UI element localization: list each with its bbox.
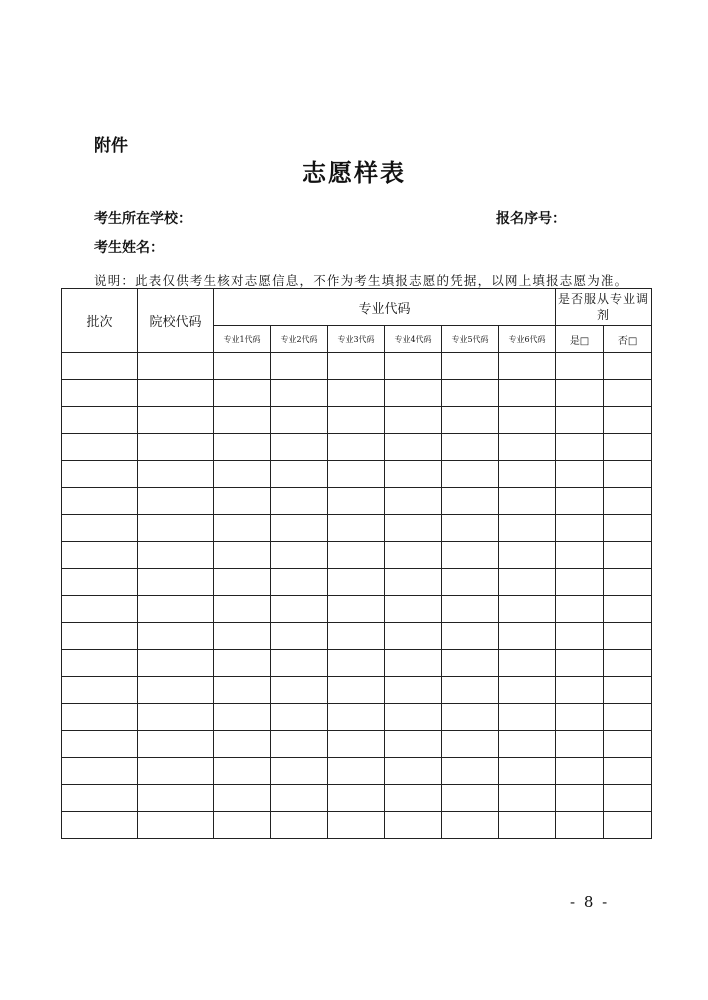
table-row (62, 812, 652, 839)
blank-cell (499, 731, 556, 758)
blank-cell (604, 488, 652, 515)
blank-cell (138, 353, 214, 380)
registration-number-label: 报名序号： (496, 211, 566, 227)
blank-cell (271, 704, 328, 731)
table-row (62, 731, 652, 758)
instruction-note: 说明：此表仅供考生核对志愿信息，不作为考生填报志愿的凭据，以网上填报志愿为准。 (94, 273, 629, 288)
blank-cell (442, 731, 499, 758)
blank-cell (62, 677, 138, 704)
blank-cell (499, 623, 556, 650)
page-number: - 8 - (570, 893, 610, 911)
table-row (62, 677, 652, 704)
college-code-header: 院校代码 (138, 289, 214, 353)
blank-cell (556, 461, 604, 488)
table-row (62, 623, 652, 650)
blank-cell (328, 596, 385, 623)
blank-cell (271, 488, 328, 515)
blank-cell (271, 542, 328, 569)
blank-cell (442, 434, 499, 461)
blank-cell (499, 488, 556, 515)
blank-cell (604, 812, 652, 839)
blank-cell (328, 758, 385, 785)
blank-cell (138, 785, 214, 812)
blank-cell (442, 677, 499, 704)
blank-cell (499, 542, 556, 569)
blank-cell (604, 596, 652, 623)
blank-cell (442, 650, 499, 677)
blank-cell (556, 812, 604, 839)
blank-cell (442, 623, 499, 650)
batch-header: 批次 (62, 289, 138, 353)
blank-cell (328, 650, 385, 677)
blank-cell (271, 569, 328, 596)
preference-table (61, 288, 652, 839)
blank-cell (385, 704, 442, 731)
blank-cell (442, 542, 499, 569)
major-1-header: 专业1代码 (214, 326, 271, 353)
blank-cell (499, 407, 556, 434)
blank-cell (604, 380, 652, 407)
blank-cell (138, 407, 214, 434)
blank-cell (385, 515, 442, 542)
blank-cell (62, 785, 138, 812)
blank-cell (442, 488, 499, 515)
blank-cell (271, 407, 328, 434)
blank-cell (385, 380, 442, 407)
blank-cell (499, 353, 556, 380)
blank-cell (556, 731, 604, 758)
blank-cell (604, 623, 652, 650)
blank-cell (214, 596, 271, 623)
table-row (62, 434, 652, 461)
blank-cell (442, 569, 499, 596)
blank-cell (62, 353, 138, 380)
blank-cell (556, 785, 604, 812)
major-code-header: 专业代码 (214, 289, 556, 326)
blank-cell (556, 407, 604, 434)
blank-cell (138, 623, 214, 650)
blank-cell (604, 407, 652, 434)
blank-cell (499, 758, 556, 785)
blank-cell (499, 677, 556, 704)
blank-cell (385, 353, 442, 380)
blank-cell (138, 488, 214, 515)
blank-cell (442, 704, 499, 731)
blank-cell (138, 812, 214, 839)
blank-cell (138, 677, 214, 704)
blank-cell (499, 380, 556, 407)
blank-cell (442, 758, 499, 785)
blank-cell (499, 434, 556, 461)
blank-cell (214, 785, 271, 812)
blank-cell (271, 596, 328, 623)
table-row (62, 515, 652, 542)
blank-cell (214, 488, 271, 515)
major-3-header: 专业3代码 (328, 326, 385, 353)
blank-cell (271, 677, 328, 704)
major-6-header: 专业6代码 (499, 326, 556, 353)
blank-cell (604, 677, 652, 704)
blank-cell (442, 461, 499, 488)
blank-cell (556, 596, 604, 623)
table-row (62, 380, 652, 407)
blank-cell (556, 704, 604, 731)
blank-cell (328, 407, 385, 434)
blank-cell (499, 596, 556, 623)
blank-cell (328, 353, 385, 380)
blank-cell (214, 434, 271, 461)
adjust-yes-checkbox: 是□ (556, 326, 604, 353)
blank-cell (138, 704, 214, 731)
blank-cell (499, 812, 556, 839)
adjust-no-checkbox: 否□ (604, 326, 652, 353)
table-row (62, 407, 652, 434)
blank-cell (214, 650, 271, 677)
blank-cell (385, 569, 442, 596)
blank-cell (328, 542, 385, 569)
blank-cell (385, 812, 442, 839)
blank-cell (271, 515, 328, 542)
blank-cell (556, 353, 604, 380)
student-name-label: 考生姓名： (94, 240, 164, 256)
blank-cell (328, 785, 385, 812)
blank-cell (604, 650, 652, 677)
table-row (62, 596, 652, 623)
school-field-label: 考生所在学校： (94, 211, 192, 227)
blank-cell (499, 704, 556, 731)
blank-cell (499, 650, 556, 677)
blank-cell (62, 731, 138, 758)
blank-cell (138, 569, 214, 596)
blank-cell (499, 515, 556, 542)
blank-cell (604, 461, 652, 488)
major-5-header: 专业5代码 (442, 326, 499, 353)
blank-cell (442, 380, 499, 407)
table-row (62, 758, 652, 785)
blank-cell (62, 434, 138, 461)
blank-cell (328, 515, 385, 542)
blank-cell (385, 596, 442, 623)
blank-cell (271, 785, 328, 812)
table-row (62, 704, 652, 731)
blank-cell (385, 488, 442, 515)
blank-cell (138, 542, 214, 569)
blank-cell (442, 515, 499, 542)
blank-cell (328, 812, 385, 839)
blank-cell (62, 488, 138, 515)
blank-cell (604, 434, 652, 461)
blank-cell (556, 488, 604, 515)
table-row (62, 488, 652, 515)
blank-cell (62, 704, 138, 731)
blank-cell (214, 380, 271, 407)
blank-cell (385, 677, 442, 704)
blank-cell (556, 758, 604, 785)
blank-cell (138, 380, 214, 407)
blank-cell (556, 677, 604, 704)
table-row (62, 785, 652, 812)
blank-cell (556, 515, 604, 542)
blank-cell (556, 623, 604, 650)
blank-cell (214, 569, 271, 596)
blank-cell (138, 434, 214, 461)
blank-cell (62, 542, 138, 569)
major-2-header: 专业2代码 (271, 326, 328, 353)
blank-cell (442, 407, 499, 434)
blank-cell (328, 704, 385, 731)
blank-cell (62, 461, 138, 488)
blank-cell (271, 731, 328, 758)
blank-cell (214, 407, 271, 434)
blank-cell (328, 623, 385, 650)
table-row (62, 353, 652, 380)
blank-cell (604, 515, 652, 542)
blank-cell (328, 488, 385, 515)
blank-cell (328, 731, 385, 758)
attachment-label: 附件 (94, 136, 128, 156)
blank-cell (442, 596, 499, 623)
table-row (62, 569, 652, 596)
blank-cell (62, 596, 138, 623)
blank-cell (138, 650, 214, 677)
adjustment-header: 是否服从专业调剂 (556, 289, 652, 326)
blank-cell (604, 731, 652, 758)
blank-cell (214, 812, 271, 839)
blank-cell (385, 785, 442, 812)
blank-cell (556, 569, 604, 596)
blank-cell (556, 434, 604, 461)
blank-cell (385, 407, 442, 434)
blank-cell (271, 758, 328, 785)
blank-cell (214, 623, 271, 650)
blank-cell (214, 542, 271, 569)
page-title: 志愿样表 (302, 159, 406, 187)
blank-cell (271, 434, 328, 461)
blank-cell (385, 731, 442, 758)
table-row (62, 542, 652, 569)
blank-cell (556, 380, 604, 407)
table-body (62, 353, 652, 839)
blank-cell (442, 812, 499, 839)
blank-cell (138, 758, 214, 785)
blank-cell (62, 380, 138, 407)
blank-cell (62, 812, 138, 839)
blank-cell (214, 515, 271, 542)
blank-cell (499, 461, 556, 488)
blank-cell (62, 515, 138, 542)
blank-cell (385, 623, 442, 650)
blank-cell (328, 461, 385, 488)
blank-cell (604, 353, 652, 380)
blank-cell (214, 704, 271, 731)
table-row (62, 650, 652, 677)
blank-cell (385, 650, 442, 677)
blank-cell (271, 812, 328, 839)
blank-cell (604, 758, 652, 785)
blank-cell (328, 569, 385, 596)
blank-cell (62, 623, 138, 650)
blank-cell (328, 380, 385, 407)
blank-cell (214, 461, 271, 488)
blank-cell (138, 515, 214, 542)
blank-cell (604, 704, 652, 731)
blank-cell (328, 434, 385, 461)
blank-cell (271, 353, 328, 380)
blank-cell (214, 677, 271, 704)
blank-cell (442, 785, 499, 812)
blank-cell (604, 542, 652, 569)
blank-cell (499, 785, 556, 812)
table-row (62, 461, 652, 488)
blank-cell (271, 461, 328, 488)
major-4-header: 专业4代码 (385, 326, 442, 353)
blank-cell (556, 650, 604, 677)
blank-cell (271, 650, 328, 677)
blank-cell (271, 623, 328, 650)
blank-cell (62, 758, 138, 785)
blank-cell (62, 407, 138, 434)
blank-cell (214, 731, 271, 758)
blank-cell (442, 353, 499, 380)
blank-cell (604, 569, 652, 596)
blank-cell (385, 758, 442, 785)
blank-cell (556, 542, 604, 569)
blank-cell (271, 380, 328, 407)
blank-cell (214, 353, 271, 380)
blank-cell (138, 596, 214, 623)
blank-cell (62, 569, 138, 596)
blank-cell (385, 542, 442, 569)
blank-cell (62, 650, 138, 677)
blank-cell (604, 785, 652, 812)
blank-cell (385, 434, 442, 461)
blank-cell (499, 569, 556, 596)
blank-cell (328, 677, 385, 704)
blank-cell (385, 461, 442, 488)
blank-cell (138, 461, 214, 488)
blank-cell (214, 758, 271, 785)
blank-cell (138, 731, 214, 758)
